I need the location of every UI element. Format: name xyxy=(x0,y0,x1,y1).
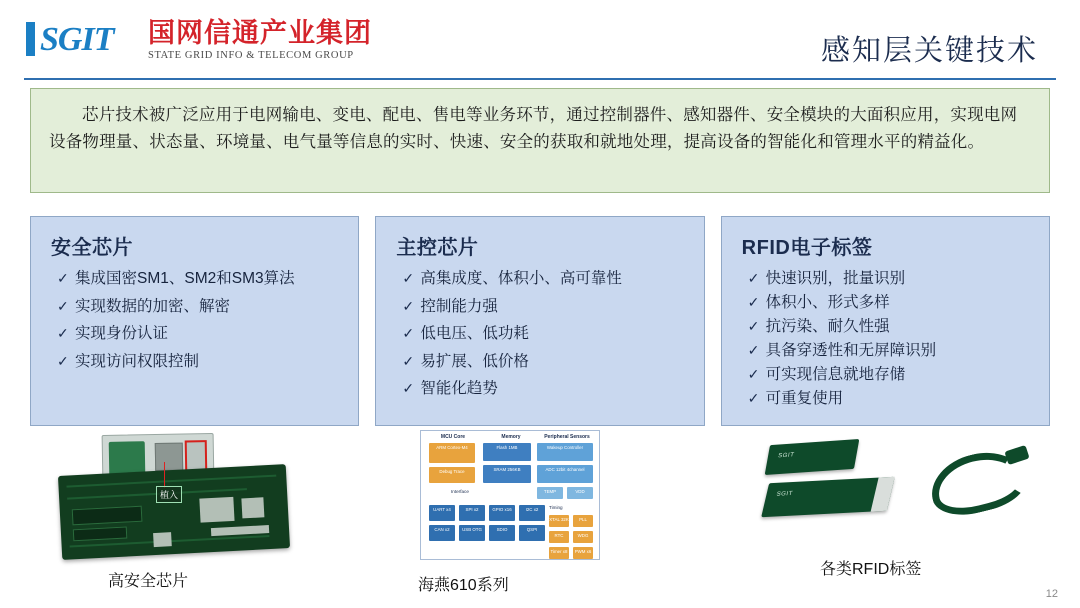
diagram-block: USB OTG xyxy=(459,525,485,541)
diagram-section-label: Peripheral Sensors xyxy=(544,434,590,440)
diagram-block: UART x4 xyxy=(429,505,455,521)
check-icon: ✓ xyxy=(57,270,69,286)
check-icon: ✓ xyxy=(402,325,415,342)
list-item-label: 低电压、低功耗 xyxy=(420,325,529,343)
diagram-block: PWM x6 xyxy=(573,547,593,559)
diagram-section-label: Interface xyxy=(451,489,469,494)
pcb-slot xyxy=(72,506,143,526)
list-item xyxy=(402,353,687,372)
check-icon: ✓ xyxy=(747,270,760,286)
list-item-label: 可重复使用 xyxy=(765,390,844,408)
figure-caption-security-chip: 高安全芯片 xyxy=(108,573,189,590)
mainboard-image xyxy=(58,464,290,560)
list-item-label: 抗污染、耐久性强 xyxy=(765,318,890,336)
grey-chip-icon xyxy=(155,443,183,471)
figure-row xyxy=(30,432,1050,592)
pcb-chip xyxy=(199,497,234,523)
check-icon: ✓ xyxy=(747,390,760,407)
card-bullet-list xyxy=(51,270,342,371)
list-item-label: 具备穿透性和无屏障识别 xyxy=(765,342,937,360)
list-item xyxy=(402,325,687,344)
card-title: 安全芯片 xyxy=(51,237,133,259)
diagram-block: QSPI xyxy=(519,525,545,541)
diagram-block: CAN x2 xyxy=(429,525,455,541)
diagram-block: Wakeup Controller xyxy=(537,443,593,461)
list-item-label: 实现访问权限控制 xyxy=(75,352,200,370)
figure-caption-mcu: 海燕610系列 xyxy=(418,577,509,594)
check-icon: ✓ xyxy=(402,270,415,286)
callout-leader-line xyxy=(164,462,165,488)
list-item xyxy=(57,298,342,317)
list-item-label: 易扩展、低价格 xyxy=(420,352,529,370)
rfid-tag-card-large xyxy=(761,477,895,517)
diagram-block: WDG xyxy=(573,531,593,543)
check-icon: ✓ xyxy=(747,294,760,311)
list-item-label: 控制能力强 xyxy=(420,297,498,315)
check-icon: ✓ xyxy=(747,366,760,383)
list-item xyxy=(748,318,1033,337)
pcb-connector xyxy=(211,525,269,536)
card-rfid-tag xyxy=(721,216,1050,426)
figure-caption-rfid: 各类RFID标签 xyxy=(820,561,922,578)
list-item-label: 体积小、形式多样 xyxy=(765,294,890,312)
card-security-chip xyxy=(30,216,359,426)
card-main-control-chip xyxy=(375,216,704,426)
rfid-cable-tie-tag xyxy=(924,444,1036,518)
list-item xyxy=(402,380,687,399)
diagram-block: Debug Trace xyxy=(429,467,475,483)
list-item-label: 可实现信息就地存储 xyxy=(765,366,906,384)
list-item xyxy=(402,270,687,289)
list-item xyxy=(748,342,1033,361)
logo-mark xyxy=(26,18,142,62)
summary-text: 芯片技术被广泛应用于电网输电、变电、配电、售电等业务环节，通过控制器件、感知器件、安全模块的大面积应用，实现电网设备物理量、状态量、环境量、电气量等信息的实时、快速、安全的获取和就地处理，提高设备的智能化和管理水平的精益化。 xyxy=(49,106,1018,151)
logo-company-en: STATE GRID INFO & TELECOM GROUP xyxy=(148,49,354,61)
diagram-block: GPIO x16 xyxy=(489,505,515,521)
check-icon: ✓ xyxy=(57,352,69,369)
diagram-block: Timer x8 xyxy=(549,547,569,559)
diagram-block: VDD xyxy=(567,487,593,499)
list-item xyxy=(57,270,342,289)
page-title: 感知层关键技术 xyxy=(820,35,1038,67)
green-chip-icon xyxy=(109,441,146,476)
slide-header xyxy=(0,0,1080,82)
list-item xyxy=(748,294,1033,313)
tag-edge-strip xyxy=(871,477,895,512)
logo-bar-icon xyxy=(26,22,35,56)
check-icon: ✓ xyxy=(402,380,415,397)
card-title: 主控芯片 xyxy=(396,237,479,259)
diagram-section-label: Memory xyxy=(501,434,521,440)
summary-box xyxy=(30,88,1050,193)
rfid-tag-card-small xyxy=(765,439,860,475)
pcb-chip xyxy=(241,497,264,518)
list-item xyxy=(57,353,342,372)
diagram-block: Flash 1MB xyxy=(483,443,531,461)
list-item-label: 实现身份认证 xyxy=(75,325,169,343)
diagram-section-label: MCU Core xyxy=(440,434,466,440)
page-number: 12 xyxy=(1045,588,1058,600)
check-icon: ✓ xyxy=(57,325,69,342)
tag-logo-label: SGIT xyxy=(777,452,795,460)
pcb-chip xyxy=(153,532,172,547)
list-item xyxy=(748,366,1033,385)
list-item-label: 快速识别，批量识别 xyxy=(765,270,906,287)
check-icon: ✓ xyxy=(57,297,69,314)
diagram-block: SRAM 256KB xyxy=(483,465,531,483)
header-divider xyxy=(24,78,1056,80)
list-item xyxy=(748,270,1033,289)
diagram-block: TEMP xyxy=(537,487,563,499)
feature-cards xyxy=(30,216,1050,426)
callout-label: 植入 xyxy=(156,486,182,503)
diagram-block: ADC 12bit 4channel xyxy=(537,465,593,483)
list-item-label: 集成国密SM1、SM2和SM3算法 xyxy=(75,270,295,287)
tag-logo-label: SGIT xyxy=(775,490,794,498)
diagram-section-label: Timing xyxy=(549,505,563,510)
logo-abbr: SGIT xyxy=(40,21,114,58)
diagram-block: RTC xyxy=(549,531,569,543)
diagram-block: ARM Cortex-M4 xyxy=(429,443,475,463)
logo-names xyxy=(148,19,372,60)
cable-tie-head xyxy=(1004,445,1029,465)
diagram-block: I2C x2 xyxy=(519,505,545,521)
list-item-label: 智能化趋势 xyxy=(420,380,498,398)
mcu-block-diagram-image xyxy=(420,430,600,560)
diagram-block: XTAL 32K xyxy=(549,515,569,527)
card-bullet-list xyxy=(742,270,1033,409)
check-icon: ✓ xyxy=(402,352,415,369)
logo-company-cn: 国网信通产业集团 xyxy=(148,18,372,49)
diagram-block: SDIO xyxy=(489,525,515,541)
company-logo xyxy=(26,18,372,62)
security-chip-photo xyxy=(60,432,310,557)
card-bullet-list xyxy=(396,270,687,399)
list-item xyxy=(748,390,1033,409)
card-title: RFID电子标签 xyxy=(741,237,873,259)
list-item xyxy=(402,298,687,317)
list-item xyxy=(57,325,342,344)
check-icon: ✓ xyxy=(747,342,760,359)
rfid-tags-photo xyxy=(760,436,1040,546)
list-item-label: 实现数据的加密、解密 xyxy=(75,297,231,315)
pcb-slot xyxy=(73,526,128,541)
check-icon: ✓ xyxy=(402,297,415,314)
check-icon: ✓ xyxy=(747,318,760,335)
diagram-block: SPI x2 xyxy=(459,505,485,521)
list-item-label: 高集成度、体积小、高可靠性 xyxy=(420,270,622,287)
diagram-block: PLL xyxy=(573,515,593,527)
